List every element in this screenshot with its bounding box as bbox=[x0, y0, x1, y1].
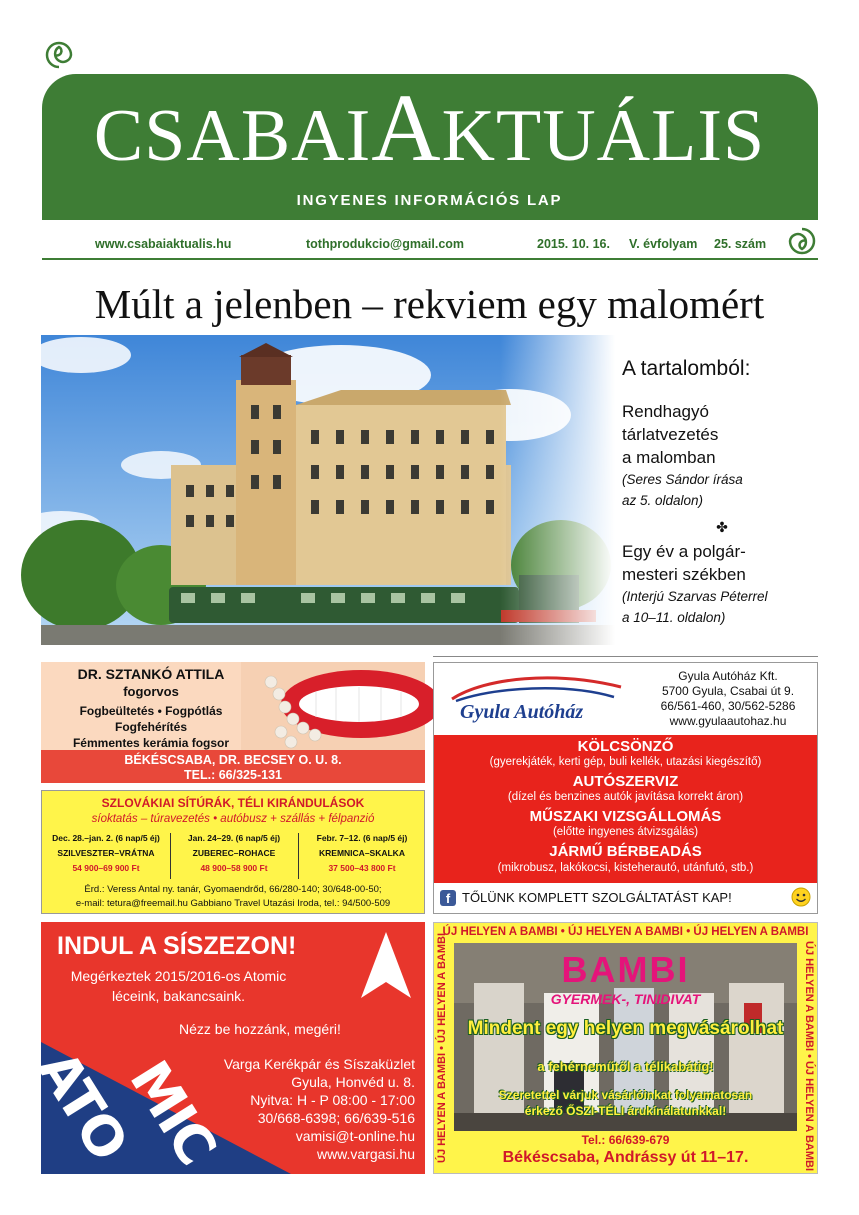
issue-date: 2015. 10. 16. bbox=[537, 237, 610, 251]
travel-title: SZLOVÁKIAI SÍTÚRÁK, TÉLI KIRÁNDULÁSOK bbox=[101, 796, 365, 810]
offer-price: 37 500–43 800 Ft bbox=[328, 863, 396, 873]
brand-word-bottom: MIC bbox=[117, 1050, 228, 1175]
page-headline: Múlt a jelenben – rekviem egy malomért bbox=[94, 281, 765, 327]
toc-item-source: a 10–11. oldalon) bbox=[622, 609, 726, 625]
travel-offer[interactable] bbox=[172, 833, 296, 873]
service-title: JÁRMŰ BÉRBEADÁS bbox=[549, 843, 702, 860]
toc-item-title[interactable]: mesteri székben bbox=[622, 564, 746, 584]
travel-offer[interactable] bbox=[44, 833, 168, 873]
service-desc: (előtte ingyenes átvizsgálás) bbox=[552, 826, 699, 838]
swirl-ornament-icon bbox=[42, 38, 76, 72]
travel-contact: Érd.: Veress Antal ny. tanár, Gyomaendrőd, 66/280-140; 30/648-00-50; bbox=[84, 884, 382, 895]
offer-price: 48 900–58 900 Ft bbox=[200, 863, 268, 873]
issue-number: 25. szám bbox=[714, 237, 767, 251]
section-divider bbox=[433, 656, 818, 657]
travel-offer[interactable] bbox=[300, 833, 424, 873]
shop-phone[interactable]: 30/668-6398; 66/639-516 bbox=[257, 1110, 415, 1126]
brand-word-top: ATO bbox=[25, 1040, 140, 1171]
ad-travel[interactable] bbox=[41, 790, 425, 914]
autohaz-web[interactable]: www.gyulaautohaz.hu bbox=[669, 714, 787, 728]
toc-heading: A tartalomból: bbox=[622, 357, 751, 380]
toc-item-title[interactable]: a malomban bbox=[622, 448, 716, 468]
bambi-invite: Szeretettel várjuk vásárlóinkat folyamatosan bbox=[498, 1088, 753, 1102]
atomic-logo-icon bbox=[359, 930, 413, 1000]
travel-contact: e-mail: tetura@freemail.hu Gabbiano Travel Utazási Iroda, tel.: 94/500-509 bbox=[75, 898, 391, 909]
shop-email[interactable]: vamisi@t-online.hu bbox=[295, 1128, 415, 1144]
table-of-contents bbox=[622, 355, 822, 629]
ad-bambi[interactable] bbox=[433, 922, 818, 1174]
shop-hours: Nyitva: H - P 08:00 - 17:00 bbox=[250, 1092, 415, 1108]
bambi-side-text-left: ÚJ HELYEN A BAMBI • ÚJ HELYEN A BAMBI bbox=[436, 933, 448, 1163]
travel-subtitle: síoktatás – túravezetés • autóbusz + szállás + félpanzió bbox=[91, 813, 375, 825]
ski-title: INDUL A SÍSZEZON! bbox=[57, 932, 297, 960]
offer-destination: KREMNICA–SKALKA bbox=[319, 848, 405, 858]
bambi-name: BAMBI bbox=[561, 949, 690, 990]
email-link[interactable]: tothprodukcio@gmail.com bbox=[306, 237, 465, 251]
bambi-address: Békéscsaba, Andrássy út 11–17. bbox=[502, 1149, 749, 1166]
dentist-service: Fémmentes kerámia fogsor bbox=[72, 736, 230, 750]
ad-ski-season[interactable] bbox=[25, 922, 425, 1175]
offer-date: Jan. 24–29. (6 nap/5 éj) bbox=[187, 833, 281, 843]
autohaz-phones[interactable]: 66/561-460, 30/562-5286 bbox=[660, 699, 796, 713]
shop-name: Varga Kerékpár és Síszaküzlet bbox=[223, 1056, 415, 1072]
mill-photo bbox=[41, 335, 615, 645]
autohaz-logo-text: Gyula Autóház bbox=[460, 701, 584, 723]
bambi-border-text: ÚJ HELYEN A BAMBI • ÚJ HELYEN A BAMBI • ÚJ HELYEN A BAMBI bbox=[442, 926, 809, 938]
autohaz-address: 5700 Gyula, Csabai út 9. bbox=[661, 684, 795, 698]
service-desc: (gyerekjáték, kerti gép, buli kellék, utazási kiegészítő) bbox=[489, 756, 762, 768]
swirl-ornament-icon bbox=[785, 224, 819, 258]
bambi-slogan: Mindent egy helyen megvásárolhat bbox=[467, 1018, 784, 1039]
bambi-slogan2: a fehérneműtől a télikabátig! bbox=[537, 1059, 714, 1074]
offer-destination: SZILVESZTER–VRÁTNA bbox=[57, 848, 155, 858]
dentist-address: BÉKÉSCSABA, DR. BECSEY O. U. 8. bbox=[124, 753, 342, 767]
ad-dentist[interactable] bbox=[41, 662, 425, 783]
bambi-invite: érkező ŐSZI-TÉLI árukínálatunkkal! bbox=[524, 1104, 727, 1118]
column-divider bbox=[170, 833, 171, 879]
service-title: AUTÓSZERVIZ bbox=[572, 773, 679, 790]
service-desc: (dízel és benzines autók javítása korrekt áron) bbox=[507, 791, 744, 803]
dentist-service: Fogbeültetés • Fogpótlás bbox=[79, 704, 223, 718]
newspaper-title: CSABAIAKTUÁLIS bbox=[93, 74, 766, 181]
service-desc: (mikrobusz, lakókocsi, kisteherautó, utánfutó, stb.) bbox=[497, 862, 754, 874]
toc-item-title[interactable]: tárlatvezetés bbox=[622, 425, 719, 445]
newspaper-subtitle: INGYENES INFORMÁCIÓS LAP bbox=[296, 192, 563, 209]
website-link[interactable]: www.csabaiaktualis.hu bbox=[95, 237, 232, 251]
ski-line: léceink, bakancsaink. bbox=[111, 988, 246, 1004]
masthead-rule bbox=[42, 258, 818, 260]
bambi-side-text-right: ÚJ HELYEN A BAMBI • ÚJ HELYEN A BAMBI bbox=[803, 941, 815, 1171]
offer-price: 54 900–69 900 Ft bbox=[72, 863, 140, 873]
shop-website[interactable]: www.vargasi.hu bbox=[316, 1146, 415, 1162]
dentist-role: fogorvos bbox=[123, 684, 179, 699]
dentist-phone[interactable]: TEL.: 66/325-131 bbox=[184, 768, 282, 782]
bambi-tagline: GYERMEK-, TINIDIVAT bbox=[550, 991, 701, 1007]
offer-date: Febr. 7–12. (6 nap/5 éj) bbox=[316, 833, 408, 843]
toc-item-source: (Seres Sándor írása bbox=[622, 472, 743, 488]
ski-cta: Nézz be hozzánk, megéri! bbox=[179, 1021, 341, 1037]
toc-item-source: (Interjú Szarvas Péterrel bbox=[622, 588, 768, 604]
facebook-icon[interactable]: f bbox=[440, 890, 456, 906]
service-title: KÖLCSÖNZŐ bbox=[577, 738, 674, 755]
offer-date: Dec. 28.–jan. 2. (6 nap/5 éj) bbox=[52, 833, 160, 843]
offer-destination: ZUBEREC–ROHACE bbox=[192, 848, 276, 858]
ad-autohaz[interactable] bbox=[433, 662, 818, 914]
ski-line: Megérkeztek 2015/2016-os Atomic bbox=[70, 968, 287, 984]
dentist-service: Fogfehérítés bbox=[114, 720, 187, 734]
toc-item-title[interactable]: Egy év a polgár- bbox=[622, 541, 746, 561]
toc-divider-icon: ✤ bbox=[716, 519, 728, 535]
smile-icon bbox=[241, 662, 425, 758]
shop-address: Gyula, Honvéd u. 8. bbox=[291, 1074, 415, 1090]
volume-label: V. évfolyam bbox=[629, 237, 698, 251]
service-title: MŰSZAKI VIZSGÁLLOMÁS bbox=[529, 808, 722, 825]
smiley-icon bbox=[791, 887, 811, 907]
column-divider bbox=[298, 833, 299, 879]
autohaz-footer: TŐLÜNK KOMPLETT SZOLGÁLTATÁST KAP! bbox=[462, 890, 732, 905]
dentist-name: DR. SZTANKÓ ATTILA bbox=[77, 666, 225, 682]
bambi-phone[interactable]: Tel.: 66/639-679 bbox=[581, 1133, 670, 1147]
autohaz-company: Gyula Autóház Kft. bbox=[678, 669, 778, 683]
toc-item-source: az 5. oldalon) bbox=[622, 493, 704, 509]
toc-item-title[interactable]: Rendhagyó bbox=[622, 402, 709, 422]
